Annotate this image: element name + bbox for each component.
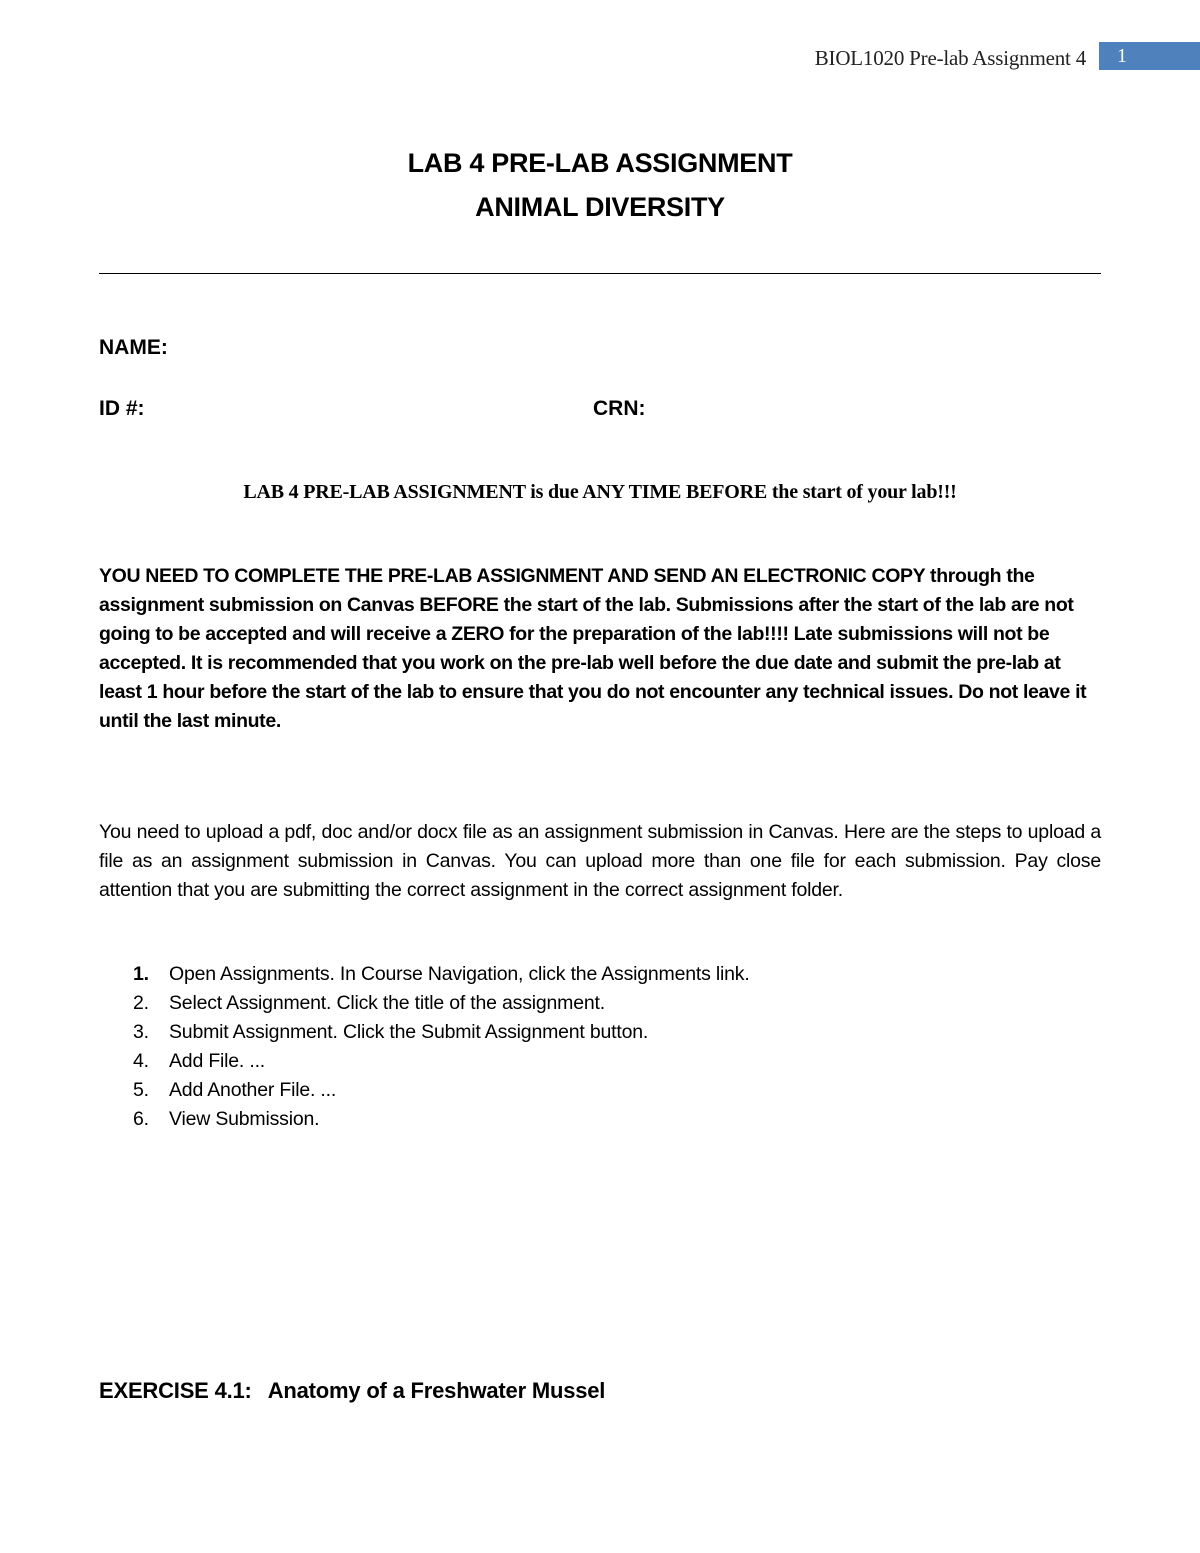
due-notice: LAB 4 PRE-LAB ASSIGNMENT is due ANY TIME BEFORE the start of your lab!!! <box>243 481 957 503</box>
step-text: View Submission. <box>169 1108 320 1130</box>
step-number: 3. <box>133 1021 149 1043</box>
crn-label: CRN: <box>593 397 646 420</box>
exercise-label: EXERCISE 4.1: <box>99 1378 252 1403</box>
page-number-badge: 1 <box>1099 42 1200 70</box>
step-number: 1. <box>133 963 149 985</box>
step-number: 2. <box>133 992 149 1014</box>
name-label: NAME: <box>99 336 168 359</box>
step-text: Submit Assignment. Click the Submit Assignment button. <box>169 1021 649 1043</box>
upload-steps-list <box>99 960 999 1134</box>
list-item <box>99 989 999 1018</box>
step-number: 5. <box>133 1079 149 1101</box>
list-item <box>99 1047 999 1076</box>
step-text: Add File. ... <box>169 1050 266 1072</box>
step-text: Add Another File. ... <box>169 1079 337 1101</box>
list-item <box>99 960 999 989</box>
exercise-title: Anatomy of a Freshwater Mussel <box>267 1378 606 1403</box>
step-text: Select Assignment. Click the title of the assignment. <box>169 992 605 1014</box>
submission-notice-paragraph: YOU NEED TO COMPLETE THE PRE-LAB ASSIGNMENT AND SEND AN ELECTRONIC COPY through the assignment submission on Canvas BEFORE the start of the lab. Submissions after the start of the lab are not going to be accepted and will receive a ZERO for the preparation of the lab!!!! Late submissions will not be accepted. It is recommended that you work on the pre-lab well before the due date and submit the pre-lab at least 1 hour before the start of the lab to ensure that you do not encounter any technical issues. Do not leave it until the last minute. <box>99 565 1087 732</box>
horizontal-rule <box>99 273 1101 274</box>
list-item <box>99 1105 999 1134</box>
document-title: LAB 4 PRE-LAB ASSIGNMENT <box>407 148 793 178</box>
list-item <box>99 1076 999 1105</box>
exercise-heading <box>99 1378 605 1404</box>
step-text: Open Assignments. In Course Navigation, click the Assignments link. <box>169 963 750 985</box>
list-item <box>99 1018 999 1047</box>
id-label: ID #: <box>99 397 145 420</box>
page-header-title: BIOL1020 Pre-lab Assignment 4 <box>814 46 1086 70</box>
document-subtitle: ANIMAL DIVERSITY <box>475 192 725 222</box>
step-number: 4. <box>133 1050 149 1072</box>
upload-instructions-paragraph: You need to upload a pdf, doc and/or docx file as an assignment submission in Canvas. Here are the steps to upload a file as an assignment submission in Canvas. You can upload more than one file for each submission. Pay close attention that you are submitting the correct assignment in the correct assignment folder. <box>99 821 1101 901</box>
step-number: 6. <box>133 1108 149 1130</box>
